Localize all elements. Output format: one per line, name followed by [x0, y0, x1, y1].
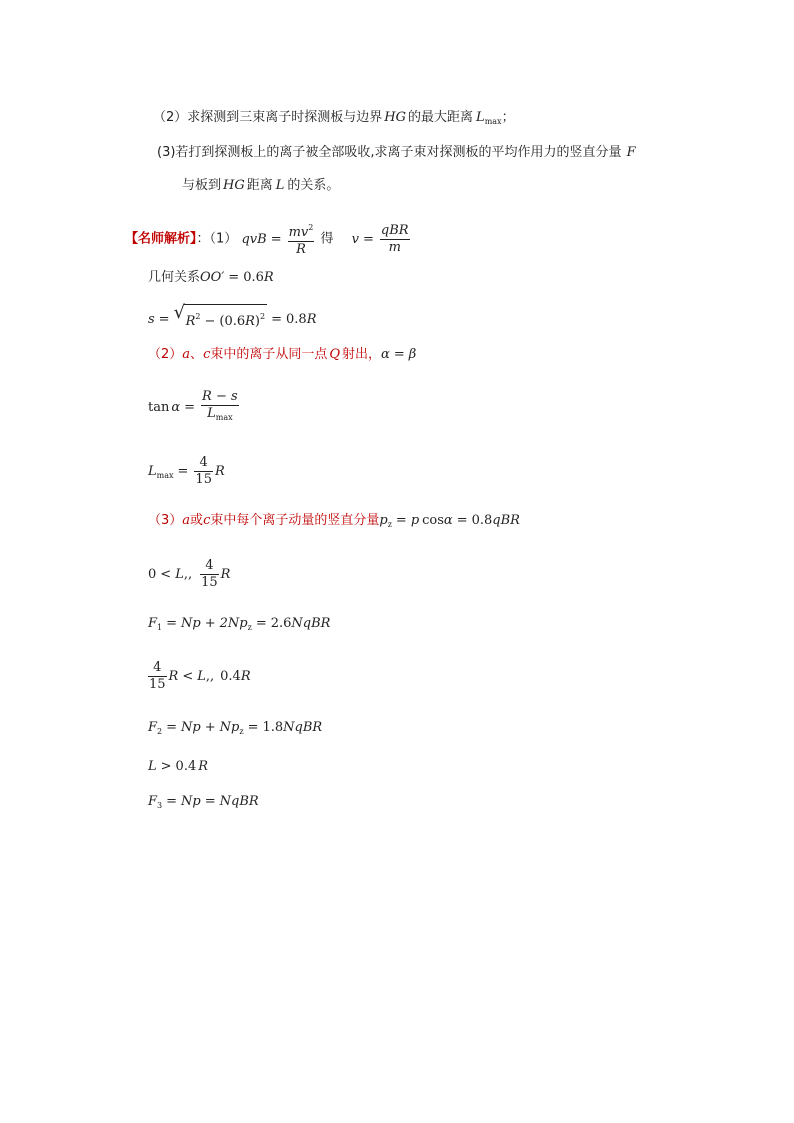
question-2-line	[153, 108, 515, 132]
question-2-text-b: 的最大距离	[408, 110, 474, 125]
s-equation-line	[148, 304, 316, 334]
part-3-label: （3）	[148, 513, 183, 528]
question-3-text-d: 的关系。	[287, 178, 340, 193]
condition-3: L > 0.4 R	[148, 759, 209, 774]
geometry-equation: OO′ = 0.6R	[200, 270, 274, 285]
question-2-label: （2）	[153, 110, 188, 125]
question-3-text-b: 与板到	[182, 178, 222, 193]
boundary-hg: HG	[384, 110, 407, 125]
question-2-text-a: 求探测到三束离子时探测板与边界	[187, 110, 383, 125]
question-3-line-2	[182, 176, 339, 196]
question-3-text-c: 距离	[246, 178, 273, 193]
beam-a: a	[182, 347, 191, 362]
condition-2: $\frac{4}{15}$ R < L,, 0.4R	[149, 660, 251, 692]
question-3-line-1	[157, 143, 636, 163]
beam-c-2: c	[203, 513, 211, 528]
question-3-text-a: 若打到探测板上的离子被全部吸收,求离子束对探测板的平均作用力的竖直分量	[175, 145, 622, 160]
part-1-label: （1）	[209, 231, 238, 247]
beam-c: c	[203, 347, 211, 362]
distance-symbol: L	[275, 178, 285, 193]
analysis-colon: ：	[196, 231, 210, 247]
tan-equation-line	[148, 388, 241, 428]
condition-1-line	[148, 555, 230, 595]
f1-equation-line	[148, 614, 330, 638]
condition-2-line	[148, 657, 251, 697]
part-2-text: 束中的离子从同一点	[210, 347, 328, 362]
condition-1: 0 < L,, $\frac{4}{15}$ R	[148, 558, 231, 590]
tan-equation: tan α = $\frac{R - s}{L_{max}}$	[148, 389, 238, 422]
part-3-text: 束中每个离子动量的竖直分量	[210, 513, 380, 528]
equation-1: qvB = $\frac{mv^2}{R}$	[241, 232, 320, 247]
geometry-text: 几何关系	[148, 270, 201, 285]
separator: 、	[190, 347, 204, 362]
geometry-line	[148, 268, 274, 288]
force-symbol: F	[626, 145, 636, 160]
f1-equation: $F_1 = Np + 2Np_z$ = 2.6NqBR	[148, 616, 331, 632]
lmax-symbol: $L_{max}$	[476, 110, 502, 126]
part-2-label: （2）	[148, 347, 183, 362]
part-2-text-b: 射出，	[342, 347, 382, 362]
or-text: 或	[190, 513, 204, 528]
alpha-beta-eq: α = β	[381, 347, 417, 362]
analysis-line-1	[125, 220, 412, 258]
f3-equation-line	[148, 792, 259, 816]
beam-a-2: a	[182, 513, 191, 528]
lmax-equation: $L_{max}$ = $\frac{4}{15}$ R	[148, 455, 225, 487]
question-2-end: ；	[501, 110, 515, 125]
boundary-hg-2: HG	[223, 178, 245, 193]
f3-equation: $F_3 = Np$ = NqBR	[148, 794, 259, 810]
s-equation: s = √ $R^2 - (0.6R)^2 = 0.8R$	[148, 312, 316, 327]
part-3-line	[148, 511, 520, 535]
pz-equation: $p_z = p$ cosα = 0.8qBR	[379, 513, 520, 529]
point-q: Q	[329, 347, 341, 362]
f2-equation-line	[148, 718, 322, 742]
condition-3-line	[148, 757, 208, 777]
equation-2: v = $\frac{\text{qBR}}{m}$	[351, 222, 409, 255]
analysis-header: 【名师解析】	[125, 231, 197, 247]
lmax-equation-line	[148, 452, 225, 496]
question-3-label: (3)	[157, 145, 176, 160]
f2-equation: $F_2 = Np + Np_z$ = 1.8NqBR	[148, 720, 323, 736]
de-text: 得	[320, 231, 334, 247]
part-2-line	[148, 345, 416, 365]
